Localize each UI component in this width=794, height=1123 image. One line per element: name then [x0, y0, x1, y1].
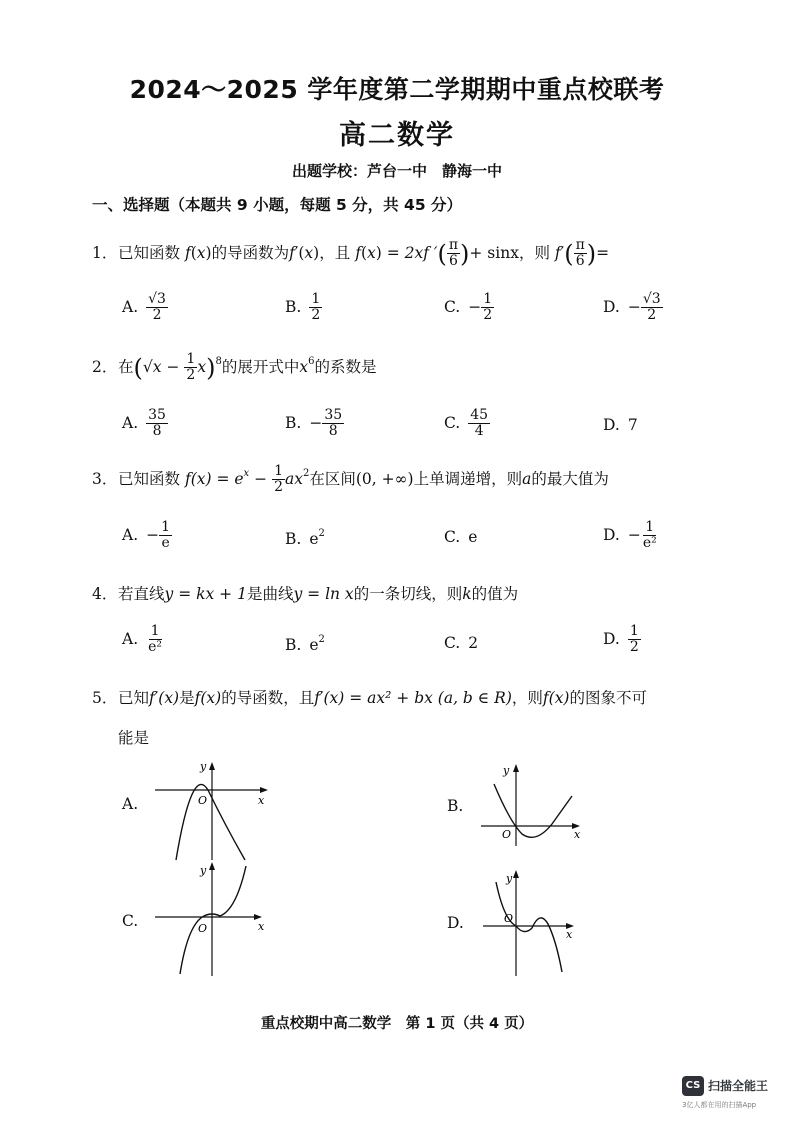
question-number: 4． — [92, 585, 118, 603]
question-5: 5．已知f′(x)是f(x)的导函数，且f′(x) = ax² + bx (a, b ∈ R)，则f(x)的图象不可 — [92, 686, 647, 708]
fraction: $\frac{1}{2}$ — [274, 463, 283, 496]
question-1: 1．已知函数 f(x)的导函数为f′(x)，且 f(x) = 2xf ′( $\frac{\pi}{6}$ )+ sinx，则 f′( $\frac{\pi}{6}$ )= — [92, 237, 610, 270]
q2-option-d[interactable]: D. 7 — [603, 416, 638, 434]
exam-subject: 高二数学 — [339, 120, 455, 151]
q4-option-d[interactable]: D. $\frac{1}{2}$ — [603, 623, 639, 656]
q4-option-b[interactable]: B. $e^2$ — [285, 634, 325, 654]
section-heading: 一、选择题（本题共 9 小题，每题 5 分，共 45 分） — [92, 196, 463, 214]
q5-option-a-label[interactable]: A. — [122, 795, 139, 813]
exam-schools: 出题学校：芦台一中 静海一中 — [291, 162, 502, 180]
q5-option-c-label[interactable]: C. — [122, 912, 139, 930]
axis-y-label: y — [506, 872, 513, 885]
camscanner-logo-icon: CS — [682, 1076, 704, 1096]
origin-label: O — [502, 828, 512, 841]
fraction: $\frac{\pi}{6}$ — [448, 237, 459, 270]
q3-option-b[interactable]: B. $e^2$ — [285, 528, 325, 548]
q4-option-a[interactable]: A. $\frac{1}{\text{e²}}$ — [122, 623, 163, 656]
origin-label: O — [198, 922, 208, 935]
page-footer: 重点校期中高二数学 第 1 页（共 4 页） — [260, 1016, 534, 1032]
origin-label: O — [504, 912, 514, 925]
origin-label: O — [198, 794, 208, 807]
axis-x-label: x — [574, 828, 581, 841]
question-number: 2． — [92, 357, 118, 376]
question-number: 3． — [92, 469, 118, 488]
q1-option-b[interactable]: B. $\frac{1}{2}$ — [285, 291, 321, 324]
exam-title: 2024～2025 学年度第二学期期中重点校联考 — [129, 75, 665, 104]
q5-graph-c[interactable] — [150, 860, 275, 980]
axis-y-label: y — [200, 864, 207, 877]
question-number: 5． — [92, 689, 118, 707]
question-number: 1． — [92, 243, 118, 262]
question-2: 2．在(√x − $\frac{1}{2}$ x)$^8$的展开式中$x^6$的系数是 — [92, 351, 377, 384]
q3-option-d[interactable]: D. − $\frac{1}{\text{e²}}$ — [603, 519, 657, 552]
q4-option-c[interactable]: C. 2 — [444, 634, 479, 652]
q3-option-a[interactable]: A. − $\frac{1}{e}$ — [122, 519, 171, 552]
q2-option-a[interactable]: A. $\frac{35}{8}$ — [122, 407, 166, 440]
q1-option-c[interactable]: C. − $\frac{1}{2}$ — [444, 291, 493, 324]
q5-graph-a[interactable] — [150, 760, 280, 865]
fraction: $\frac{1}{2}$ — [186, 351, 196, 384]
q5-option-b-label[interactable]: B. — [447, 797, 464, 815]
q5-option-d-label[interactable]: D. — [447, 914, 464, 932]
q2-option-c[interactable]: C. $\frac{45}{4}$ — [444, 407, 489, 440]
q1-option-d[interactable]: D. − $\frac{√3}{2}$ — [603, 291, 661, 324]
question-4: 4．若直线y = kx + 1是曲线y = ln x的一条切线，则k的值为 — [92, 582, 518, 604]
axis-x-label: x — [258, 794, 265, 807]
watermark-name: 扫描全能王 — [708, 1079, 769, 1093]
q1-option-a[interactable]: A. $\frac{√3}{2}$ — [122, 291, 166, 324]
axis-y-label: y — [200, 760, 207, 773]
question-5-continued: 能是 — [118, 729, 150, 747]
question-3: 3．已知函数 $f(x) = e^x$ − $\frac{1}{2}$ $ax^2$在区间(0, +∞)上单调递增，则a的最大值为 — [92, 463, 609, 496]
watermark-tagline: 3亿人都在用的扫描App — [682, 1101, 757, 1109]
axis-y-label: y — [503, 764, 510, 777]
q3-option-c[interactable]: C. e — [444, 528, 478, 546]
q5-graph-d[interactable] — [478, 868, 588, 978]
fraction: $\frac{\pi}{6}$ — [575, 237, 585, 270]
axis-x-label: x — [258, 920, 265, 933]
q2-option-b[interactable]: B. − $\frac{35}{8}$ — [285, 407, 343, 440]
axis-x-label: x — [566, 928, 573, 941]
q5-graph-b[interactable] — [476, 762, 591, 847]
